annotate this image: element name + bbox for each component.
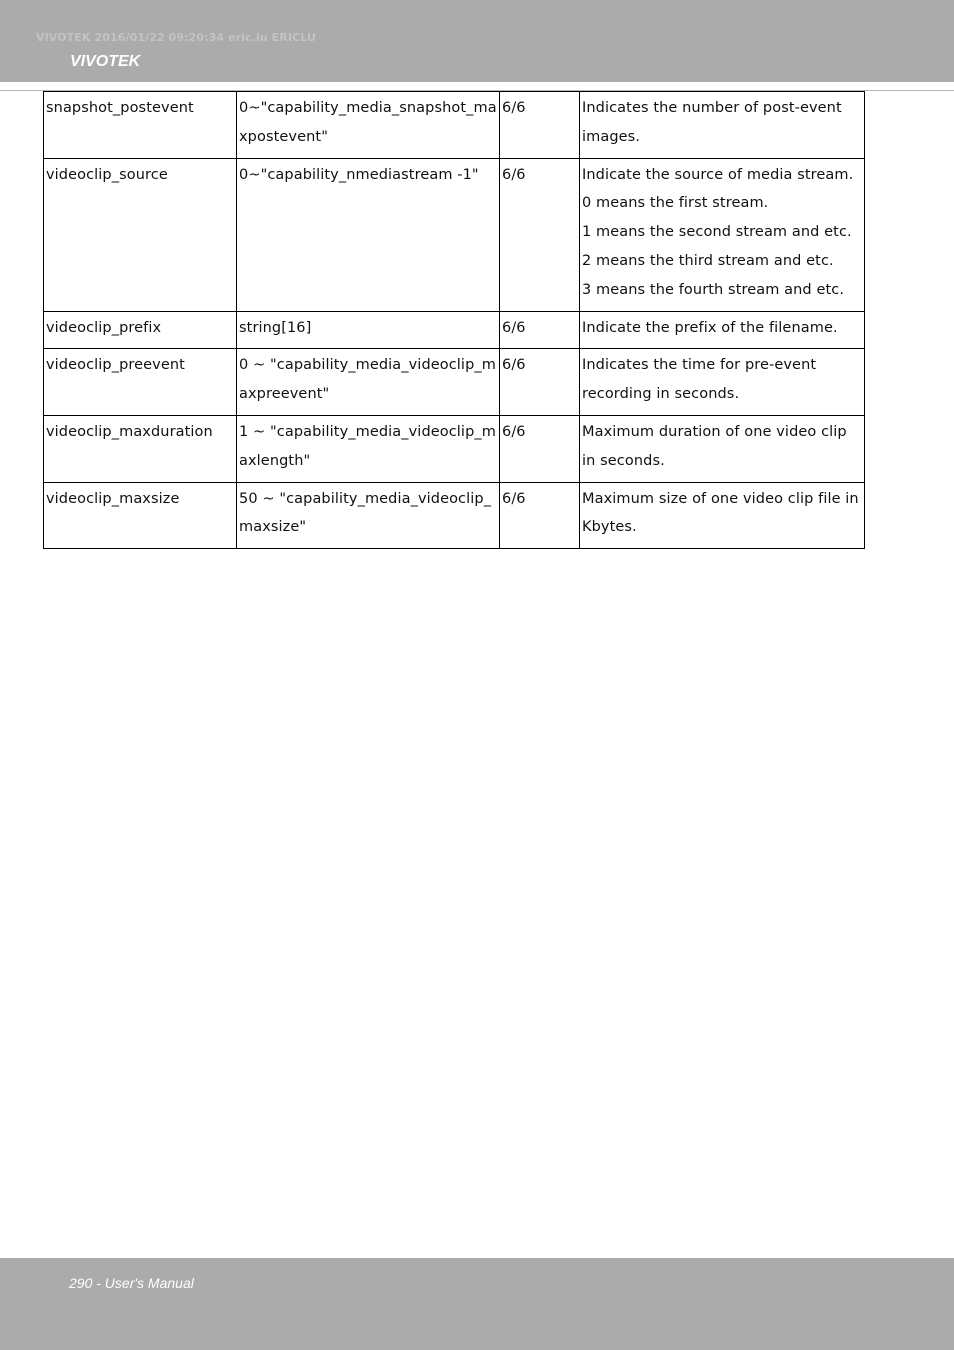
table-row <box>44 311 865 349</box>
param-description <box>580 92 865 159</box>
description-line: Maximum size of one video clip file in Kbytes. <box>582 490 859 536</box>
table-row <box>44 415 865 482</box>
description-line: 3 means the fourth stream and etc. <box>582 281 845 298</box>
parameter-table <box>43 91 865 549</box>
table-row <box>44 349 865 416</box>
param-description <box>580 311 865 349</box>
description-line: Indicate the source of media stream. <box>582 166 854 183</box>
param-security: 6/6 <box>500 482 580 549</box>
param-value: string[16] <box>237 311 500 349</box>
brand-logo-text: VIVOTEK <box>70 53 141 70</box>
table-row <box>44 482 865 549</box>
param-description <box>580 158 865 311</box>
description-line: Indicates the time for pre-event recording in seconds. <box>582 357 817 403</box>
param-name: videoclip_source <box>44 158 237 311</box>
param-name: videoclip_prefix <box>44 311 237 349</box>
table-row <box>44 92 865 159</box>
description-line: Indicate the prefix of the filename. <box>582 319 838 336</box>
param-value: 50 ~ "capability_media_videoclip_maxsize" <box>237 482 500 549</box>
table-row <box>44 158 865 311</box>
footer-band <box>0 1258 954 1350</box>
param-name: videoclip_maxsize <box>44 482 237 549</box>
description-line: 0 means the first stream. <box>582 195 769 212</box>
description-line: 1 means the second stream and etc. <box>582 224 852 241</box>
param-security: 6/6 <box>500 158 580 311</box>
param-name: videoclip_maxduration <box>44 415 237 482</box>
param-name: snapshot_postevent <box>44 92 237 159</box>
param-security: 6/6 <box>500 415 580 482</box>
description-line: Indicates the number of post-event images. <box>582 100 842 145</box>
param-name: videoclip_preevent <box>44 349 237 416</box>
param-value: 0~"capability_nmediastream -1" <box>237 158 500 311</box>
param-security: 6/6 <box>500 92 580 159</box>
param-description <box>580 349 865 416</box>
param-description <box>580 415 865 482</box>
description-line: 2 means the third stream and etc. <box>582 252 834 269</box>
param-value: 0~"capability_media_snapshot_maxpostevent" <box>237 92 500 159</box>
page-number: 290 - User's Manual <box>69 1275 194 1291</box>
param-security: 6/6 <box>500 349 580 416</box>
param-security: 6/6 <box>500 311 580 349</box>
watermark: VIVOTEK 2016/01/22 09:20:34 eric.lu ERICLU <box>36 31 316 44</box>
param-value: 1 ~ "capability_media_videoclip_maxlength" <box>237 415 500 482</box>
param-description <box>580 482 865 549</box>
param-value: 0 ~ "capability_media_videoclip_maxpreevent" <box>237 349 500 416</box>
description-line: Maximum duration of one video clip in seconds. <box>582 423 847 469</box>
